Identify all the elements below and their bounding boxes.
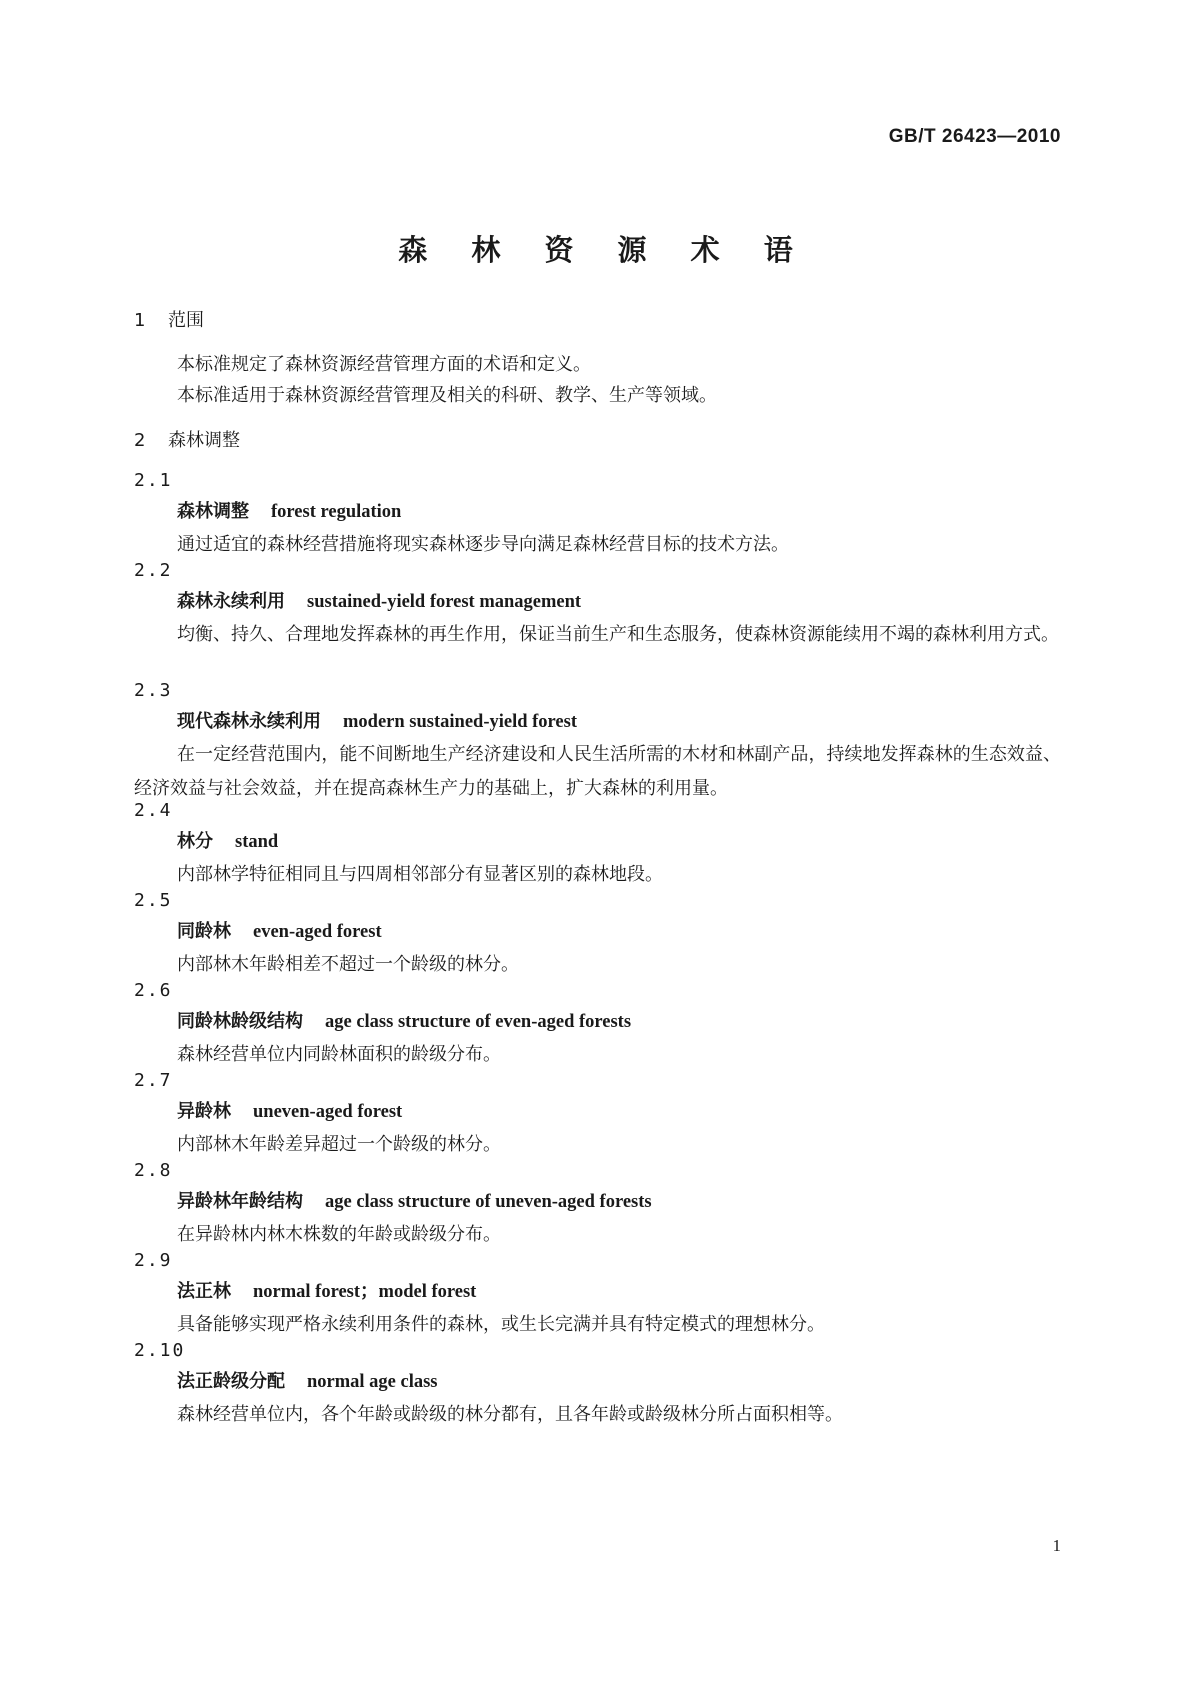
- scope-paragraph: 本标准规定了森林资源经营管理方面的术语和定义。: [177, 354, 591, 375]
- entry-number: 2.7: [134, 1070, 173, 1091]
- term-line: [134, 916, 1061, 948]
- term-english: normal age class: [307, 1372, 438, 1392]
- term-definition: 在一定经营范围内，能不间断地生产经济建设和人民生活所需的木材和林副产品，持续地发挥森林的生态效益、经济效益与社会效益，并在提高森林生产力的基础上，扩大森林的利用量。: [134, 744, 1061, 799]
- section-number: 2: [134, 430, 146, 451]
- term-chinese: 法正林: [177, 1281, 231, 1302]
- term-entry: [134, 796, 1061, 892]
- term-english: age class structure of even-aged forests: [325, 1012, 632, 1032]
- term-entry: [134, 676, 1061, 806]
- term-line: [134, 1096, 1061, 1128]
- entry-number: 2.4: [134, 800, 173, 821]
- term-chinese: 法正龄级分配: [177, 1371, 285, 1392]
- term-line: [134, 826, 1061, 858]
- term-chinese: 同龄林龄级结构: [177, 1011, 303, 1032]
- entry-number: 2.5: [134, 890, 173, 911]
- term-entry: [134, 1066, 1061, 1162]
- section-heading-forest-regulation: [134, 426, 240, 452]
- section-title: 森林调整: [168, 430, 240, 451]
- term-line: [134, 706, 1061, 738]
- term-english: modern sustained-yield forest: [343, 712, 577, 732]
- term-definition: 通过适宜的森林经营措施将现实森林逐步导向满足森林经营目标的技术方法。: [177, 534, 789, 555]
- term-english: sustained-yield forest management: [307, 592, 582, 612]
- term-chinese: 森林调整: [177, 501, 249, 522]
- term-line: [134, 1366, 1061, 1398]
- term-chinese: 森林永续利用: [177, 591, 285, 612]
- entry-number: 2.10: [134, 1340, 186, 1361]
- entry-number: 2.8: [134, 1160, 173, 1181]
- entry-number: 2.2: [134, 560, 173, 581]
- term-entry: [134, 1156, 1061, 1252]
- scope-paragraph: 本标准适用于森林资源经营管理及相关的科研、教学、生产等领域。: [177, 385, 717, 406]
- term-entry: [134, 556, 1061, 652]
- document-title: 森 林 资 源 术 语: [398, 233, 810, 267]
- term-line: [134, 1186, 1061, 1218]
- term-definition: 具备能够实现严格永续利用条件的森林，或生长完满并具有特定模式的理想林分。: [177, 1314, 825, 1335]
- term-chinese: 异龄林: [177, 1101, 231, 1122]
- section-title: 范围: [168, 310, 204, 331]
- term-english: age class structure of uneven-aged forests: [325, 1192, 652, 1212]
- term-chinese: 异龄林年龄结构: [177, 1191, 303, 1212]
- term-definition: 森林经营单位内，各个年龄或龄级的林分都有，且各年龄或龄级林分所占面积相等。: [177, 1404, 843, 1425]
- term-english: forest regulation: [271, 502, 402, 522]
- term-chinese: 同龄林: [177, 921, 231, 942]
- term-entry: [134, 1246, 1061, 1342]
- term-entry: [134, 1336, 1061, 1432]
- term-english: even-aged forest: [253, 922, 382, 942]
- entry-number: 2.6: [134, 980, 173, 1001]
- term-definition: 森林经营单位内同龄林面积的龄级分布。: [177, 1044, 501, 1065]
- term-english: uneven-aged forest: [253, 1102, 403, 1122]
- entry-number: 2.3: [134, 680, 173, 701]
- page-number: 1: [1052, 1536, 1061, 1555]
- term-entry: [134, 466, 1061, 562]
- term-entry: [134, 886, 1061, 982]
- term-line: [134, 586, 1061, 618]
- term-chinese: 现代森林永续利用: [177, 711, 321, 732]
- term-definition: 内部林木年龄相差不超过一个龄级的林分。: [177, 954, 519, 975]
- entry-number: 2.1: [134, 470, 173, 491]
- entry-number: 2.9: [134, 1250, 173, 1271]
- section-number: 1: [134, 310, 146, 331]
- term-entry: [134, 976, 1061, 1072]
- term-definition: 在异龄林内林木株数的年龄或龄级分布。: [177, 1224, 501, 1245]
- term-definition: 内部林学特征相同且与四周相邻部分有显著区别的森林地段。: [177, 864, 663, 885]
- term-english: stand: [235, 832, 279, 852]
- term-english: normal forest；model forest: [253, 1282, 477, 1302]
- section-heading-scope: [134, 306, 204, 332]
- term-definition: 均衡、持久、合理地发挥森林的再生作用，保证当前生产和生态服务，使森林资源能续用不竭的森林利用方式。: [177, 624, 1059, 645]
- term-line: [134, 1006, 1061, 1038]
- term-definition: 内部林木年龄差异超过一个龄级的林分。: [177, 1134, 501, 1155]
- term-line: [134, 1276, 1061, 1308]
- standard-code: GB/T 26423—2010: [888, 126, 1061, 147]
- term-line: [134, 496, 1061, 528]
- term-chinese: 林分: [177, 831, 213, 852]
